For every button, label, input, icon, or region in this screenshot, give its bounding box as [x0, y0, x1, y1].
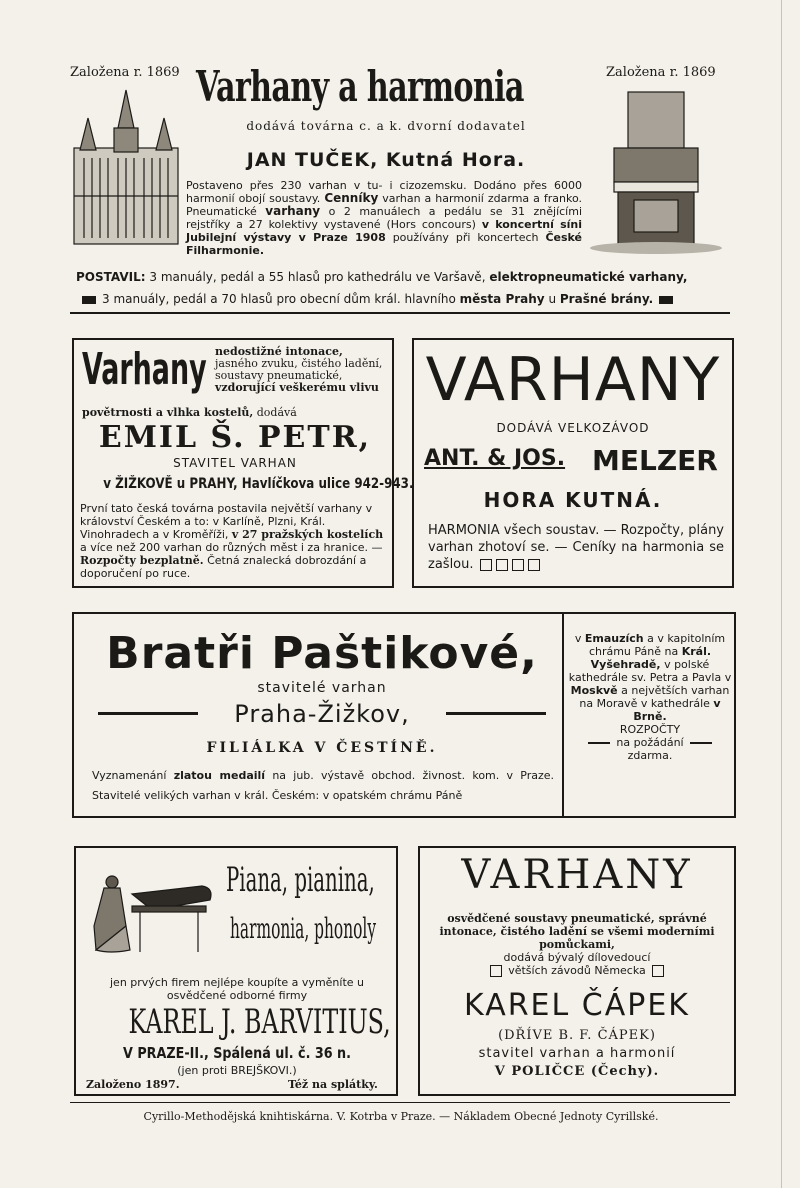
capek-ad-subtitle: stavitel varhan a harmonií: [478, 1046, 676, 1061]
pastik-ad-divider: [562, 614, 564, 816]
header-divider: [70, 312, 730, 314]
capek-ad-body: osvědčené soustavy pneumatické, správné intonace, čistého ladění se všemi moderními pomůckami, dodává bývalý dílovedoucí větších závodů Německa: [439, 912, 715, 977]
founded-year-left: Založena r. 1869: [70, 65, 180, 80]
barvitius-ad-line-2: harmonia, phonoly: [230, 912, 377, 945]
petr-ad-body: První tato česká továrna postavila největší varhany v království Českém a to: v Karlíně, Plzni, Král. Vinohradech a v Kroměříži, v 27 pražských kostelích a více než 200 varhan do různých měst i za hranice. — Rozpočty bezplatně. Četná znalecká dobrozdání a doporučení po ruce.: [80, 502, 384, 580]
barvitius-ad-opposite: (jen proti BREJŠKOVI.): [177, 1064, 297, 1077]
pastik-ad-city: Praha-Žižkov,: [234, 700, 410, 728]
petr-ad-description: nedostižné intonace, jasného zvuku, čistého ladění, soustavy pneumatické, vzdorující veškerému vlivu: [215, 345, 383, 394]
tucek-ad-title: Varhany a harmonia: [196, 62, 524, 111]
pastik-ad-name: Bratři Paštikové,: [106, 628, 538, 679]
tucek-built-line-1: POSTAVIL: 3 manuály, pedál a 55 hlasů pro kathedrálu ve Varšavě, elektropneumatické varhany,: [76, 270, 688, 284]
barvitius-ad-body: jen prvých firem nejlépe koupíte a vyměníte u osvědčené odborné firmy: [110, 976, 364, 1002]
barvitius-ad-line-1: Piana, pianina,: [226, 860, 375, 900]
church-organ-illustration: [70, 88, 182, 248]
page-edge-line: [781, 0, 782, 1188]
melzer-ad-firm-last: MELZER: [592, 444, 718, 477]
barvitius-ad-established: Založeno 1897.: [86, 1078, 180, 1091]
melzer-ad-title: VARHANY: [425, 345, 721, 415]
tucek-description: Postaveno přes 230 varhan v tu- i cizozemsku. Dodáno přes 6000 harmonií obojí soustavy. Cenníky varhan a harmonií zdarma a franko. Pneumatické varhany o 2 manuálech a pedálu se 31 znějícími rejstříky a 27 kolektivy vystavené (Hors concours) v koncertní síni Jubilejní výstavy v Praze 1908 používány při koncertech České Filharmonie.: [186, 179, 583, 257]
capek-ad-name: KAREL ČÁPEK: [464, 988, 690, 1023]
petr-ad-description-2: povětrnosti a vlhka kostelů, dodává: [82, 406, 297, 419]
melzer-ad-town: HORA KUTNÁ.: [483, 488, 663, 512]
pastik-ad-subtitle: stavitelé varhan: [257, 680, 387, 696]
capek-ad-title: VARHANY: [461, 852, 693, 898]
petr-ad-name: EMIL Š. PETR,: [98, 420, 372, 455]
melzer-ad-subtitle: DODÁVÁ VELKOZÁVOD: [496, 421, 650, 435]
harmonium-illustration: [588, 88, 724, 256]
pastik-ad-branch: FILIÁLKA V ČESTÍNĚ.: [206, 740, 438, 756]
capek-ad-previous: (DŘÍVE B. F. ČÁPEK): [498, 1028, 656, 1043]
melzer-ad-firm-first: ANT. & JOS.: [424, 446, 566, 471]
printer-footer: Cyrillo-Methodějská knihtiskárna. V. Kotrba v Praze. — Nákladem Obecné Jednoty Cyrillské.: [143, 1110, 659, 1123]
founded-year-right: Založena r. 1869: [606, 65, 716, 80]
piano-illustration: [92, 866, 216, 958]
capek-ad-town: V POLIČCE (Čechy).: [494, 1064, 660, 1079]
footer-divider: [70, 1102, 730, 1103]
tucek-supplier-line: dodává továrna c. a k. dvorní dodavatel: [246, 119, 526, 133]
pastik-ad-body: Vyznamenání zlatou medailí na jub. výstavě obchod. živnost. kom. v Praze. Stavitelé velikých varhan v král. Českém: v opatském chrámu Páně: [92, 769, 555, 802]
tucek-built-line-2: 3 manuály, pedál a 70 hlasů pro obecní dům král. hlavního města Prahy u Prašné brány.: [76, 292, 730, 306]
pastik-ad-references: v Emauzích a v kapitolním chrámu Páně na Král. Vyšehradě, v polské kathedrále sv. Petra a Pavla v Moskvě a největších varhan na Moravě v kathedrále v Brně. ROZPOČTY na požádání zdarma.: [568, 632, 732, 762]
melzer-ad-body: HARMONIA všech soustav. — Rozpočty, plány varhan zhotoví se. — Ceníky na harmonia se zašlou.: [428, 523, 724, 572]
barvitius-ad-name: KAREL J. BARVITIUS,: [128, 1002, 391, 1042]
petr-ad-subtitle: STAVITEL VARHAN: [173, 456, 297, 470]
barvitius-ad-address: V PRAZE-II., Spálená ul. č. 36 n.: [123, 1044, 351, 1062]
tucek-maker-name: JAN TUČEK, Kutná Hora.: [246, 149, 526, 171]
petr-ad-headline: Varhany: [82, 344, 207, 395]
petr-ad-address: v ŽIŽKOVĚ u PRAHY, Havlíčkova ulice 942-943.: [103, 476, 414, 492]
barvitius-ad-installments: Též na splátky.: [288, 1078, 378, 1091]
